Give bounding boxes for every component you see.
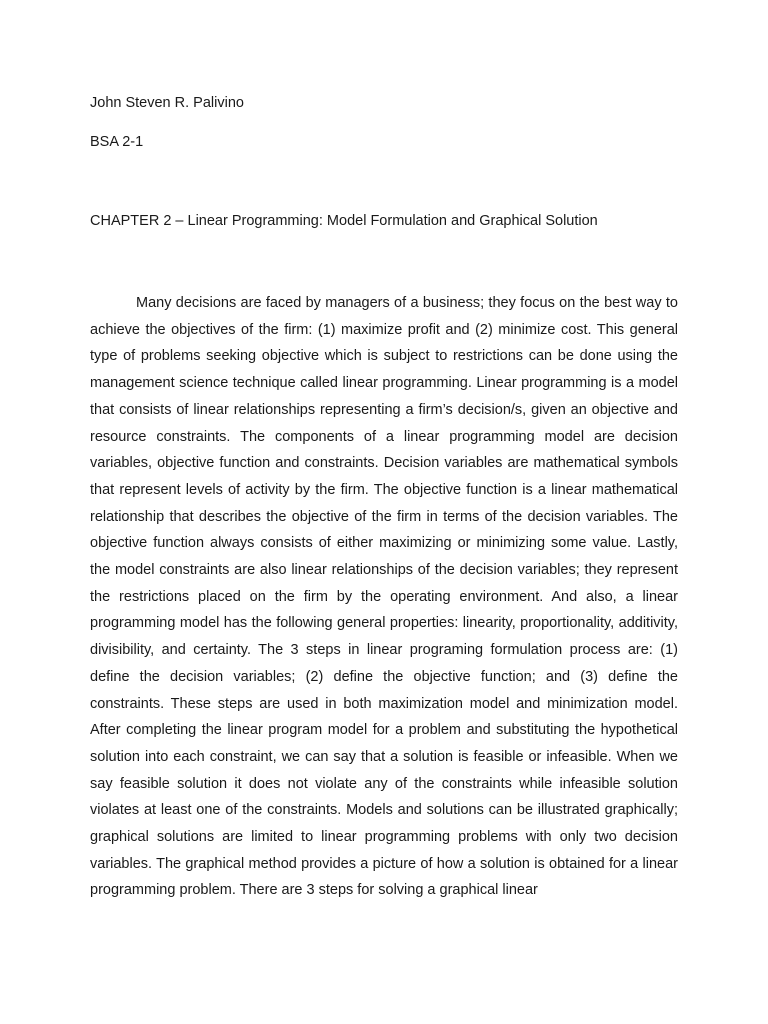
body-paragraph: Many decisions are faced by managers of a business; they focus on the best way to achieve the objectives of the firm: (1) maximize profit and (2) minimize cost. This general type of problems seeking objective which is subject to restrictions can be done using the management science technique called linear programming. Linear programming is a model that consists of linear relationships representing a firm’s decision/s, given an objective and resource constraints. The components of a linear programming model are decision variables, objective function and constraints. Decision variables are mathematical symbols that represent levels of activity by the firm. The objective function is a linear mathematical relationship that describes the objective of the firm in terms of the decision variables. The objective function always consists of either maximizing or minimizing some value. Lastly, the model constraints are also linear relationships of the decision variables; they represent the restrictions placed on the firm by the operating environment. And also, a linear programming model has the following general properties: linearity, proportionality, additivity, divisibility, and certainty. The 3 steps in linear programing formulation process are: (1) define the decision variables; (2) define the objective function; and (3) define the constraints. These steps are used in both maximization model and minimization model. After completing the linear program model for a problem and substituting the hypothetical solution into each constraint, we can say that a solution is feasible or infeasible. When we say feasible solution it does not violate any of the constraints while infeasible solution violates at least one of the constraints. Models and solutions can be illustrated graphically; graphical solutions are limited to linear programming problems with only two decision variables. The graphical method provides a picture of how a solution is obtained for a linear programming problem. There are 3 steps for solving a graphical linear: [90, 295, 678, 899]
author-name: John Steven R. Palivino: [90, 95, 244, 111]
class-section: BSA 2-1: [90, 134, 144, 150]
chapter-title: CHAPTER 2 – Linear Programming: Model Formulation and Graphical Solution: [90, 213, 598, 229]
